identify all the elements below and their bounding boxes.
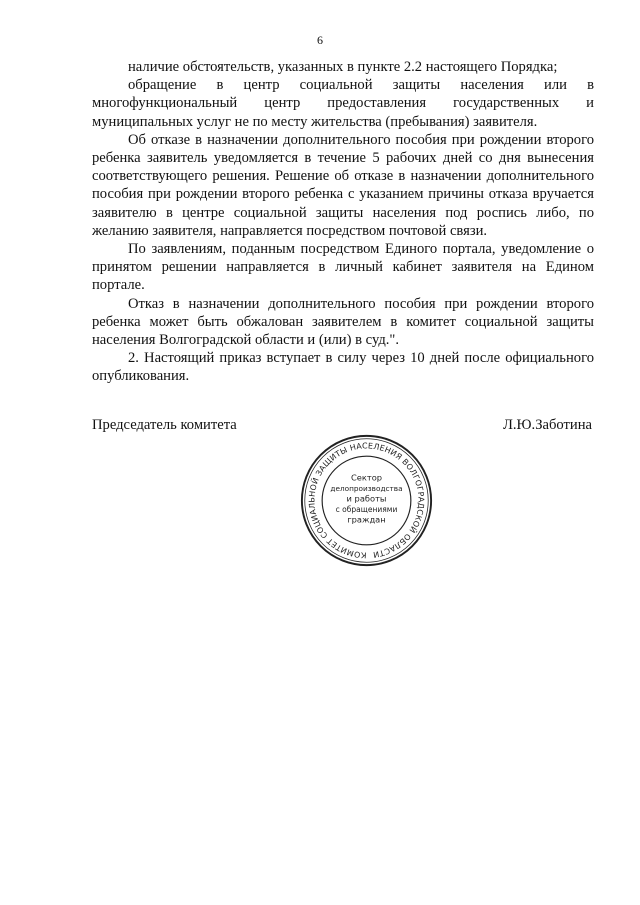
stamp-line-2: делопроизводства xyxy=(330,483,403,493)
signatory-position: Председатель комитета xyxy=(92,417,237,433)
paragraph-2: обращение в центр социальной защиты населения или в многофункциональный центр предоставления государственных и муниципальных услуг не по месту жительства (пребывания) заявителя. xyxy=(92,77,594,130)
paragraph-5: Отказ в назначении дополнительного пособия при рождении второго ребенка может быть обжалован заявителем в комитет социальной защиты населения Волгоградской области и (или) в суд.". xyxy=(92,295,594,349)
stamp-seal-icon xyxy=(299,433,434,568)
stamp-line-1: Сектор xyxy=(350,472,383,483)
paragraph-3: Об отказе в назначении дополнительного пособия при рождении второго ребенка заявитель уведомляется в течение 5 рабочих дней со дня вынесения соответствующего решения. Решение об отказе в назначении дополнительного пособия при рождении второго ребенка с указанием причины отказа вручается заявителю в центре социальной защиты населения под роспись либо, по желанию заявителя, направляется посредством почтовой связи. xyxy=(92,131,594,239)
paragraph-4: По заявлениям, поданным посредством Единого портала, уведомление о принятом решении направляется в личный кабинет заявителя на Едином портале. xyxy=(92,241,594,294)
stamp-ring-text: КОМИТЕТ СОЦИАЛЬНОЙ ЗАЩИТЫ НАСЕЛЕНИЯ ВОЛГОГРАДСКОЙ ОБЛАСТИ xyxy=(307,441,426,560)
stamp-line-4: с обращениями xyxy=(335,505,398,515)
document-body xyxy=(92,58,594,386)
stamp-line-3: и работы xyxy=(346,493,387,504)
paragraph-6: 2. Настоящий приказ вступает в силу через 10 дней после официального опубликования. xyxy=(92,350,594,385)
page-number: 6 xyxy=(317,33,323,47)
signatory-name: Л.Ю.Заботина xyxy=(503,417,592,433)
stamp-line-5: граждан xyxy=(347,514,386,525)
official-stamp xyxy=(299,433,434,568)
paragraph-1: наличие обстоятельств, указанных в пункте 2.2 настоящего Порядка; xyxy=(128,59,558,75)
